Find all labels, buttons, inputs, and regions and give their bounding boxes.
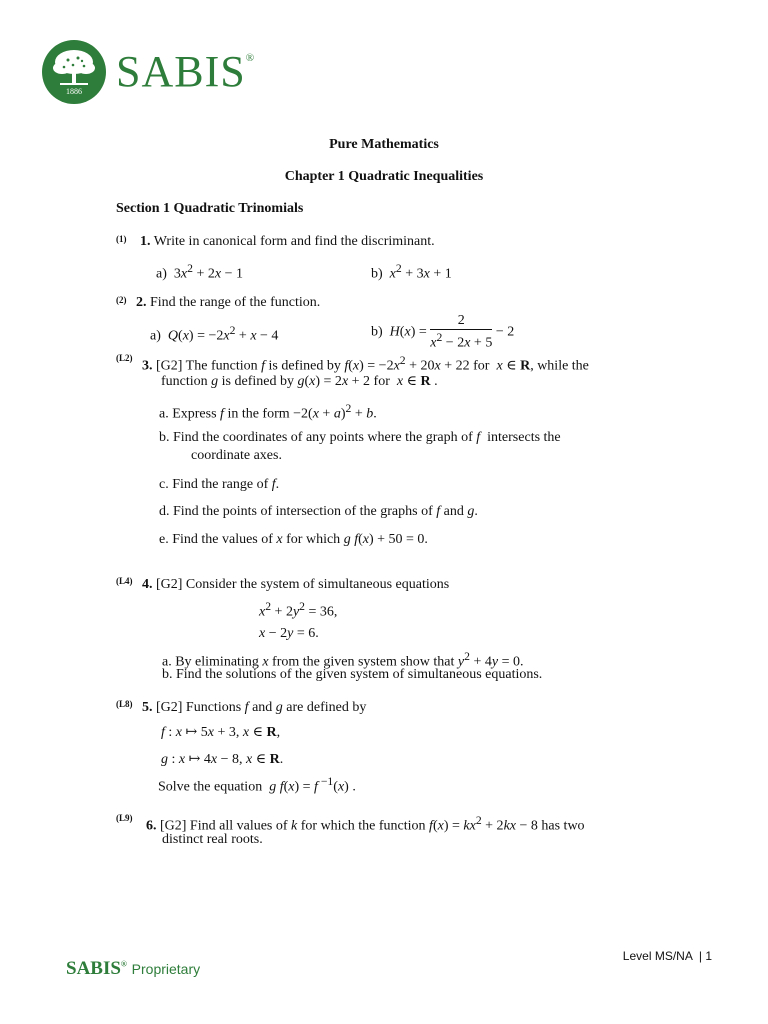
question-tag: (L4) xyxy=(116,576,133,586)
q1-part-b: b) $x^2 + 3x + 1$ xyxy=(371,262,452,282)
page-title: Pure Mathematics xyxy=(329,137,439,152)
footer-brand: SABIS® Proprietary xyxy=(66,958,201,979)
q3-part-b: b. Find the coordinates of any points where the graph of f intersects the xyxy=(159,430,561,445)
q2-part-a: a) $Q(x) = -2x^2 + x - 4$ xyxy=(150,324,279,344)
question-3: 3. [G2] The function f is defined by $f(x) = -2x^2 + 20x + 22$ for x ∈ R, while the xyxy=(142,354,589,374)
question-1: 1. Write in canonical form and find the discriminant. xyxy=(140,234,435,249)
logo-year: 1886 xyxy=(66,87,82,96)
question-2: 2. Find the range of the function. xyxy=(136,295,321,310)
question-tag: (2) xyxy=(116,295,127,305)
q2-part-b: b) H(x) = $\frac{2}{x^2 - 2x + 5}$ − 2 xyxy=(371,313,515,351)
question-5: 5. [G2] Functions f and g are defined by xyxy=(142,700,367,715)
page-footer-level: Level MS/NA | 1 xyxy=(622,949,712,963)
q1-part-a: a) $3x^2 + 2x - 1$ xyxy=(156,262,243,282)
q5-function-g: g : x ↦ 4x − 8, x ∈ R. xyxy=(161,752,284,767)
q4-part-b: b. Find the solutions of the given system of simultaneous equations. xyxy=(162,667,543,682)
question-4: 4. [G2] Consider the system of simultaneous equations xyxy=(142,577,450,592)
question-tag: (1) xyxy=(116,234,127,244)
brand-name: SABIS® xyxy=(116,47,256,96)
q4-equation-2: x − 2y = 6. xyxy=(259,626,319,641)
chapter-title: Chapter 1 Quadratic Inequalities xyxy=(284,169,484,184)
question-3-cont: function g is defined by g(x) = 2x + 2 for x ∈ R . xyxy=(161,374,438,389)
page-number: 1 xyxy=(705,949,712,963)
q3-part-d: d. Find the points of intersection of the graphs of f and g. xyxy=(159,504,478,519)
q3-part-b-cont: coordinate axes. xyxy=(191,448,282,463)
question-tag: (L8) xyxy=(116,699,133,709)
sabis-tree-logo-icon xyxy=(42,40,106,104)
q5-function-f: f : x ↦ 5x + 3, x ∈ R, xyxy=(161,725,281,740)
question-tag: (L9) xyxy=(116,813,133,823)
q5-solve: Solve the equation g f(x) = f $^{-1}$(x) . xyxy=(158,775,356,795)
q3-part-a: a. Express f in the form $-2(x + a)^2 + b$. xyxy=(159,402,377,422)
q4-part-a: a. By eliminating x from the given system show that $y^2 + 4y = 0$. xyxy=(162,650,524,670)
q3-part-c: c. Find the range of f. xyxy=(159,477,280,492)
question-tag: (L2) xyxy=(116,353,133,363)
q3-part-e: e. Find the values of x for which g f(x) + 50 = 0. xyxy=(159,532,428,547)
section-title: Section 1 Quadratic Trinomials xyxy=(116,201,304,216)
question-6: 6. [G2] Find all values of k for which the function $f(x) = kx^2 + 2kx - 8$ has two xyxy=(146,814,585,834)
question-6-cont: distinct real roots. xyxy=(162,832,263,847)
q4-equation-1: $x^2 + 2y^2 = 36$, xyxy=(259,600,338,620)
